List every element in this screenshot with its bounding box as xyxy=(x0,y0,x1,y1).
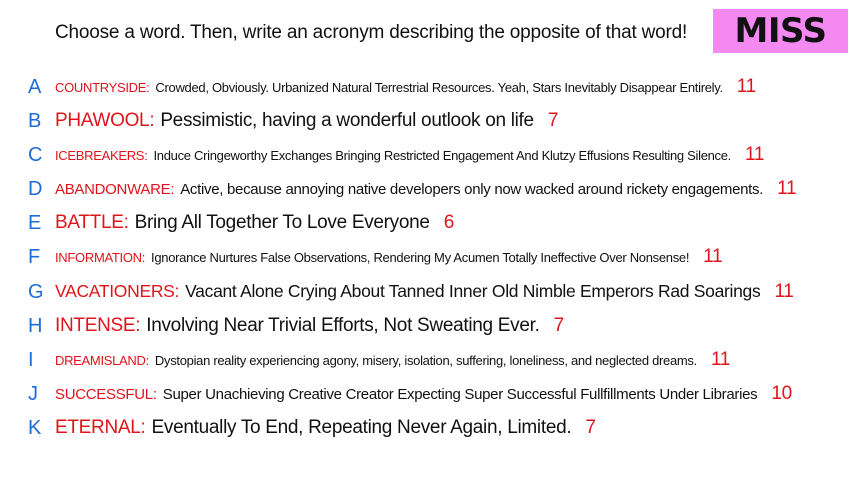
entry-word: COUNTRYSIDE xyxy=(55,80,147,95)
entry-score: 6 xyxy=(443,212,454,233)
miss-badge xyxy=(713,9,848,53)
entry-score: 7 xyxy=(585,417,596,438)
badge-label: MISS xyxy=(734,11,827,51)
entry-score: 11 xyxy=(710,349,731,370)
entry-word: INTENSE xyxy=(55,315,136,336)
entry-word: ICEBREAKERS xyxy=(55,148,145,163)
entry-letter: E xyxy=(28,211,42,234)
prompt-text: Choose a word. Then, write an acronym describing the opposite of that word! xyxy=(55,22,688,43)
entry-score: 11 xyxy=(777,178,797,199)
entry-letter: B xyxy=(28,109,42,132)
entry-letter: K xyxy=(28,416,42,439)
entry-definition: Dystopian reality experiencing agony, misery, isolation, suffering, loneliness, and neglected dreams. xyxy=(154,353,697,368)
entry-definition: Ignorance Nurtures False Observations, Rendering My Acumen Totally Ineffective Over Nonsense! xyxy=(151,250,690,265)
entry-letter: D xyxy=(28,177,43,200)
entry-word: ABANDONWARE xyxy=(55,181,171,198)
entry-letter: A xyxy=(28,75,42,98)
entry-word: VACATIONERS xyxy=(55,281,175,301)
entry-word: PHAWOOL xyxy=(55,110,150,131)
entry-definition: Vacant Alone Crying About Tanned Inner Old Nimble Emperors Rad Soarings xyxy=(185,281,761,301)
entry-definition: Involving Near Trivial Efforts, Not Sweating Ever. xyxy=(146,315,540,336)
entry-definition: Active, because annoying native developers only now wacked around rickety engagements. xyxy=(180,181,764,198)
entry-word: SUCCESSFUL xyxy=(55,386,153,403)
entry-letter: F xyxy=(28,245,41,268)
entry-score: 7 xyxy=(553,315,564,336)
entry-definition: Eventually To End, Repeating Never Again, Limited. xyxy=(151,417,572,438)
entry-definition: Super Unachieving Creative Creator Expecting Super Successful Fullfillments Under Libraries xyxy=(162,386,758,403)
entry-word: BATTLE xyxy=(55,212,124,233)
entry-letter: J xyxy=(28,382,38,405)
entry-letter: G xyxy=(28,280,44,303)
entry-word: DREAMISLAND xyxy=(55,353,146,368)
entry-definition: Pessimistic, having a wonderful outlook on life xyxy=(160,110,534,131)
entry-word: ETERNAL xyxy=(55,417,141,438)
entry-score: 11 xyxy=(745,144,765,165)
entry-score: 11 xyxy=(736,76,756,97)
entry-score: 7 xyxy=(547,110,559,131)
entry-definition: Induce Cringeworthy Exchanges Bringing Restricted Engagement And Klutzy Effusions Resulting Silence. xyxy=(153,148,731,163)
entry-score: 10 xyxy=(771,383,792,404)
entry-word: INFORMATION xyxy=(55,250,142,265)
entry-score: 11 xyxy=(703,246,723,267)
entry-letter: H xyxy=(28,314,43,337)
entry-score: 11 xyxy=(774,281,794,302)
entry-definition: Bring All Together To Love Everyone xyxy=(134,212,430,233)
entry-definition: Crowded, Obviously. Urbanized Natural Terrestrial Resources. Yeah, Stars Inevitably Disappear Entirely. xyxy=(155,80,723,95)
entry-letter: I xyxy=(28,348,34,371)
entry-letter: C xyxy=(28,143,43,166)
